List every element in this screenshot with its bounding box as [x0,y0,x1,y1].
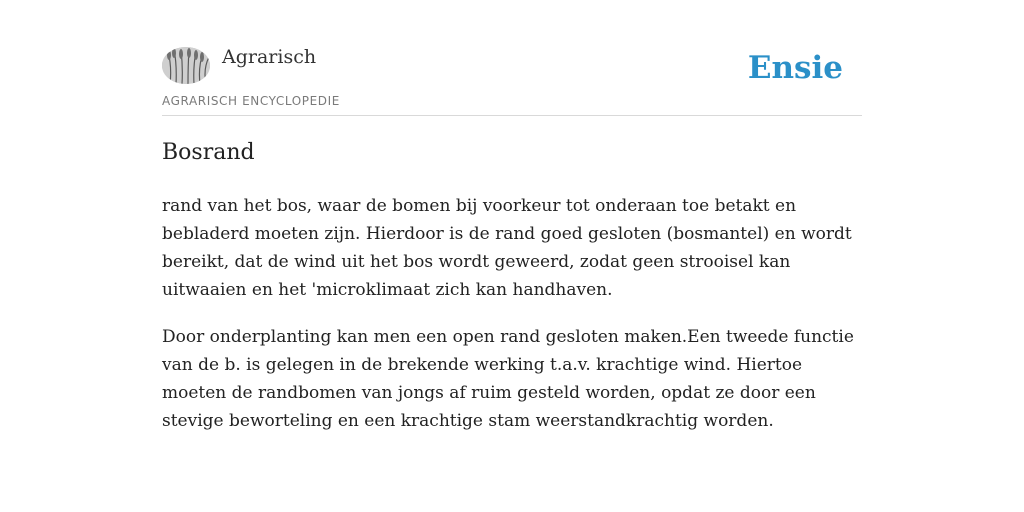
brand-logo-link[interactable]: Ensie [747,50,843,86]
page-title: Bosrand [162,140,255,165]
source-subtitle: AGRARISCH ENCYCLOPEDIE [162,94,340,108]
header [162,44,862,116]
paragraph: rand van het bos, waar de bomen bij voorkeur tot onderaan toe betakt en bebladerd moeten zijn. Hierdoor is de rand goed gesloten (bosmantel) en wordt bereikt, dat de wind uit het bos wordt geweerd, zodat geen strooisel kan uitwaaien en het 'microklimaat zich kan handhaven. [162,196,852,300]
wheat-avatar-icon[interactable] [162,47,210,84]
paragraph: Door onderplanting kan men een open rand gesloten maken.Een tweede functie van de b. is gelegen in de brekende werking t.a.v. krachtige wind. Hiertoe moeten de randbomen van jongs af ruim gesteld worden, opdat ze door een stevige beworteling en een krachtige stam weerstandkrachtig worden. [162,327,854,431]
article-body [162,192,864,454]
source-name[interactable]: Agrarisch [222,46,317,68]
